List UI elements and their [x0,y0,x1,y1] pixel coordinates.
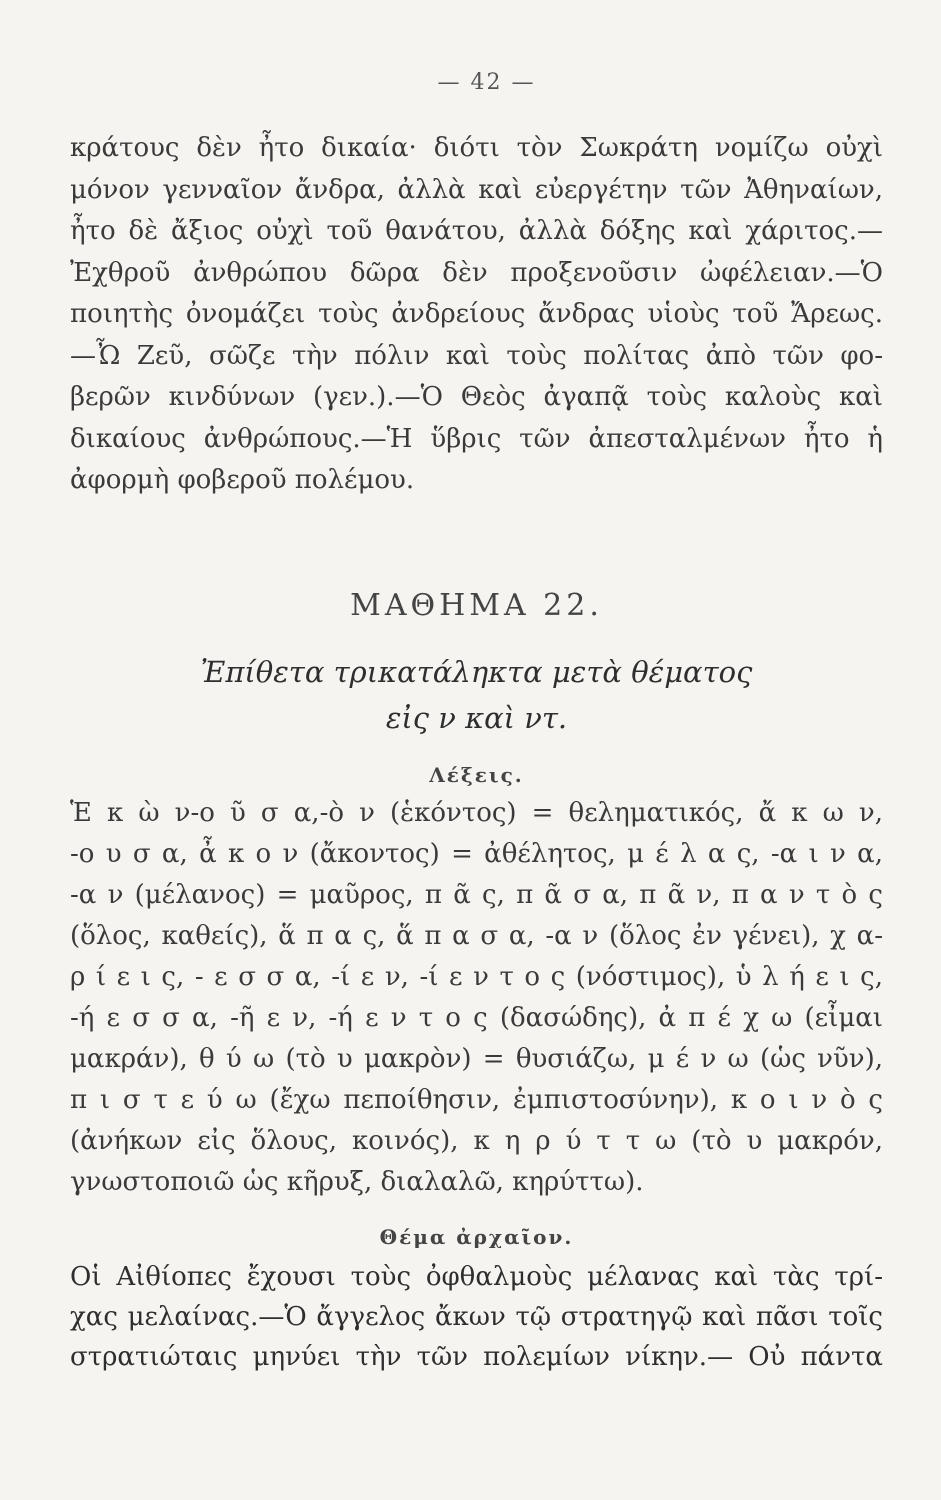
text-line: δικαίους ἀνθρώπους.—Ἡ ὕβρις τῶν ἀπεσταλμένων ἦτο ἡ [70,423,883,454]
text-line: βερῶν κινδύνων (γεν.).—Ὁ Θεὸς ἀγαπᾷ τοὺς καλοὺς καὶ [70,382,883,412]
vocabulary-line: (ὅλος, καθείς), ἅ π α ς, ἅ π α σ α, -α ν (ὅλος ἐν γένει), χ α- [70,920,883,951]
text-line: —Ὦ Ζεῦ, σῶζε τὴν πόλιν καὶ τοὺς πολίτας ἀπὸ τῶν φο- [70,340,883,371]
text-line: ἀφορμὴ φοβεροῦ πολέμου. [70,465,415,495]
lesson-subtitle-line: εἰς ν καὶ ντ. [385,700,568,735]
vocabulary-heading: Λέξεις. [429,762,524,787]
lesson-subtitle [70,649,883,741]
text-line: μόνον γενναῖον ἄνδρα, ἀλλὰ καὶ εὐεργέτην τῶν Ἀθηναίων, [70,174,883,205]
text-line: ἦτο δὲ ἄξιος οὐχὶ τοῦ θανάτου, ἀλλὰ δόξης καὶ χάριτος.— [70,216,883,246]
lesson-title: ΜΑΘΗΜΑ 22. [350,587,603,623]
vocabulary-line: μακράν), θ ύ ω (τὸ υ μακρὸν) = θυσιάζω, μ έ ν ω (ὡς νῦν), [70,1043,883,1074]
theme-heading: Θέμα ἀρχαῖον. [379,1224,574,1249]
vocabulary-list [70,793,883,1203]
vocabulary-line: -ο υ σ α, ἆ κ ο ν (ἄκοντος) = ἀθέλητος, μ έ λ α ς, -α ι ν α, [70,838,883,869]
intro-paragraph [70,128,883,502]
vocabulary-line: -α ν (μέλανος) = μαῦρος, π ᾶ ς, π ᾶ σ α, π ᾶ ν, π α ν τ ὸ ς [70,879,883,910]
vocabulary-line: π ι σ τ ε ύ ω (ἔχω πεποίθησιν, ἐμπιστοσύνην), κ ο ι ν ὸ ς [70,1084,883,1115]
vocabulary-line: -ή ε σ σ α, -ῆ ε ν, -ή ε ν τ ο ς (δασώδης), ἀ π έ χ ω (εἶμαι [70,1002,883,1033]
theme-paragraph [70,1257,883,1377]
vocabulary-line: ρ ί ε ι ς, - ε σ σ α, -ί ε ν, -ί ε ν τ ο ς (νόστιμος), ὑ λ ή ε ι ς, [70,961,883,992]
text-line: ποιητὴς ὀνομάζει τοὺς ἀνδρείους ἄνδρας υἱοὺς τοῦ Ἄρεως. [70,299,883,329]
text-line: Ἐχθροῦ ἀνθρώπου δῶρα δὲν προξενοῦσιν ὠφέλειαν.—Ὁ [70,257,883,288]
theme-line: Οἱ Αἰθίοπες ἔχουσι τοὺς ὀφθαλμοὺς μέλανας καὶ τὰς τρί- [70,1261,883,1292]
lesson-subtitle-line: Ἐπίθετα τρικατάληκτα μετὰ θέματος [200,654,753,689]
vocabulary-line: γνωστοποιῶ ὡς κῆρυξ, διαλαλῶ, κηρύττω). [70,1166,644,1197]
theme-line: στρατιώταις μηνύει τὴν τῶν πολεμίων νίκην.— Οὐ πάντα [70,1341,883,1372]
theme-line: χας μελαίνας.—Ὁ ἄγγελος ἄκων τῷ στρατηγῷ καὶ πᾶσι τοῖς [70,1301,883,1332]
text-line: κράτους δὲν ἦτο δικαία· διότι τὸν Σωκράτη νομίζω οὐχὶ [70,133,883,163]
page-number: — 42 — [437,70,536,95]
vocabulary-line: (ἀνήκων εἰς ὅλους, κοινός), κ η ρ ύ τ τ ω (τὸ υ μακρόν, [70,1125,883,1156]
vocabulary-line: Ἑ κ ὼ ν-ο ῦ σ α,-ὸ ν (ἑκόντος) = θεληματικός, ἄ κ ω ν, [70,797,883,828]
